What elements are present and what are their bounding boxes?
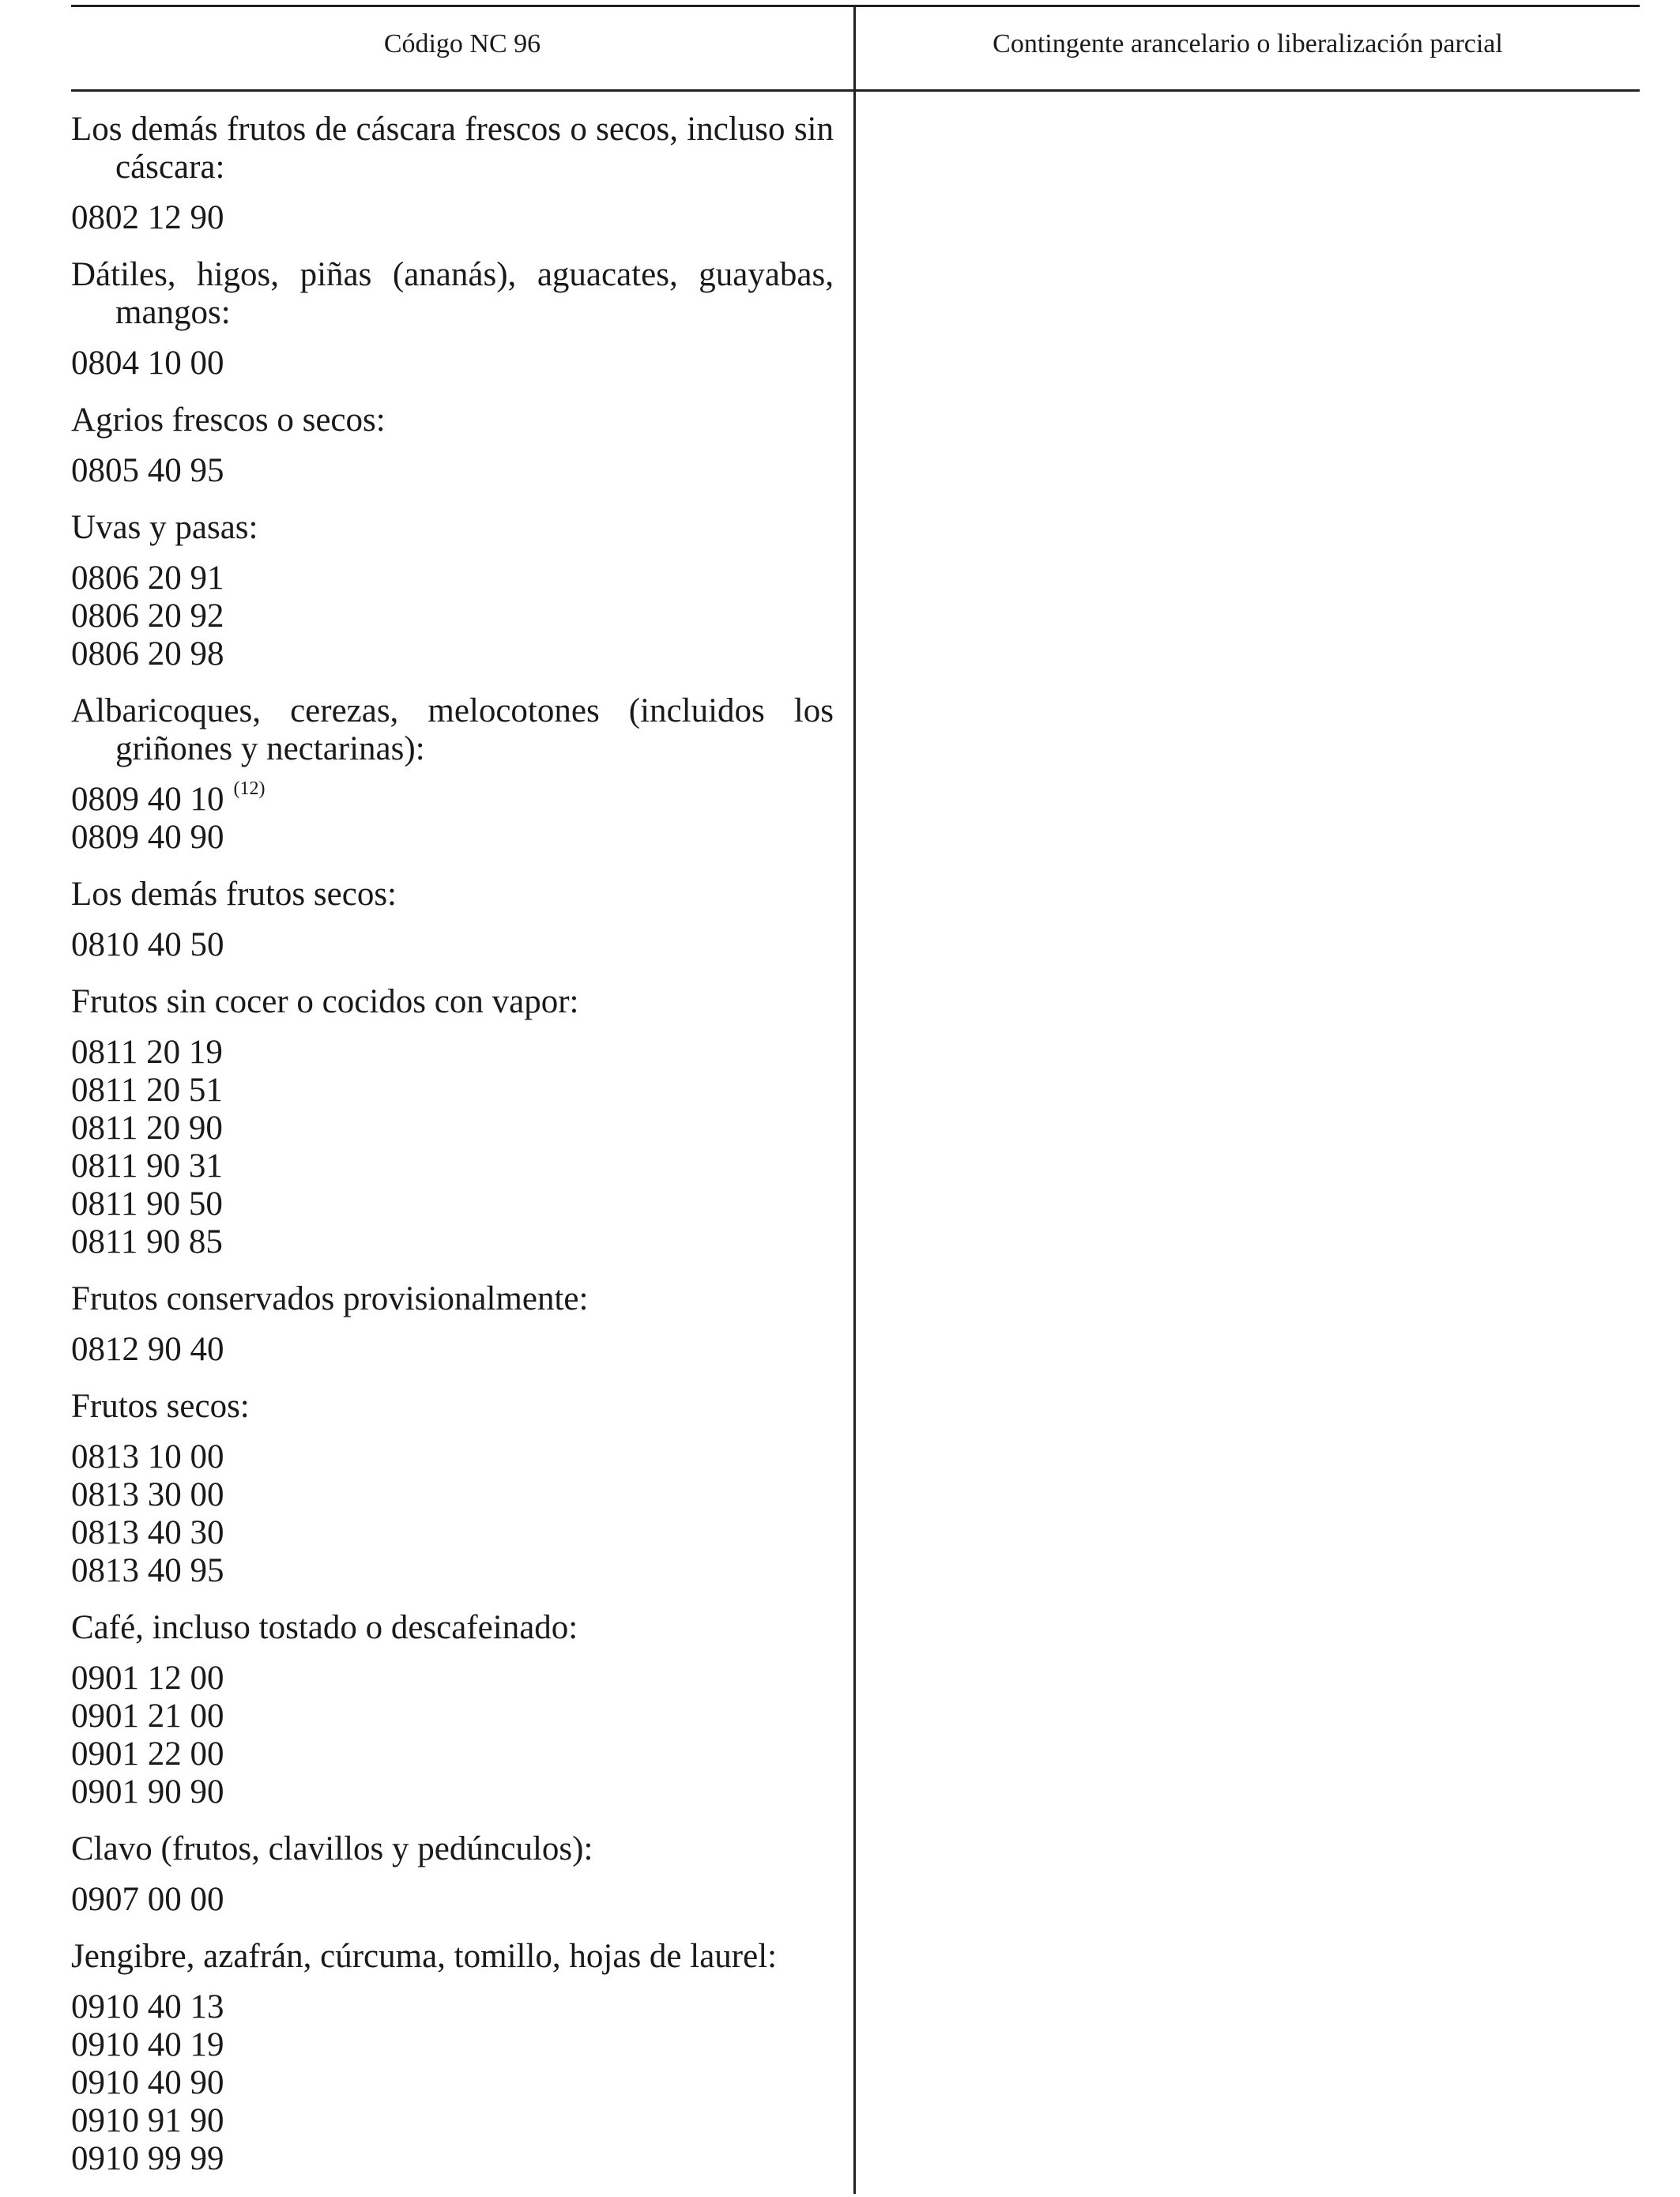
cn-code-row <box>71 1988 834 2026</box>
group-heading: Agrios frescos o secos: <box>71 401 386 439</box>
group-heading: Café, incluso tostado o descafeinado: <box>71 1609 578 1646</box>
group-heading: Albaricoques, cerezas, melocotones (incluidos los griñones y nectarinas): <box>71 692 834 767</box>
code-group <box>71 983 834 1261</box>
cn-code-row <box>71 2140 834 2178</box>
cn-code-row <box>71 1698 834 1735</box>
cn-code-row <box>71 597 834 635</box>
cn-code-row <box>71 1735 834 1773</box>
cn-code: 0811 90 31 <box>71 1147 223 1185</box>
cn-code: 0806 20 98 <box>71 635 224 673</box>
cn-code: 0813 40 95 <box>71 1552 224 1589</box>
cn-code: 0811 90 50 <box>71 1185 223 1223</box>
code-column <box>71 111 834 2197</box>
group-heading: Frutos secos: <box>71 1388 250 1425</box>
cn-code: 0810 40 50 <box>71 926 224 963</box>
cn-code: 0910 40 13 <box>71 1988 224 2026</box>
column-header-quota: Contingente arancelario o liberalización parcial <box>993 29 1503 58</box>
cn-code: 0812 90 40 <box>71 1331 224 1368</box>
cn-code-row <box>71 1773 834 1811</box>
cn-code: 0805 40 95 <box>71 452 224 489</box>
cn-code-row <box>71 1147 834 1185</box>
cn-code-row <box>71 199 834 237</box>
cn-code: 0806 20 92 <box>71 597 224 635</box>
group-heading: Los demás frutos secos: <box>71 876 397 913</box>
cn-code: 0910 40 90 <box>71 2064 224 2101</box>
column-header-code: Código NC 96 <box>383 29 541 58</box>
code-group <box>71 401 834 490</box>
cn-code: 0901 12 00 <box>71 1660 224 1697</box>
cn-code-row <box>71 2102 834 2140</box>
cn-code-row <box>71 345 834 382</box>
cn-code-row <box>71 1660 834 1698</box>
cn-code-row <box>71 926 834 964</box>
cn-code-row <box>71 1438 834 1476</box>
cn-code: 0811 20 90 <box>71 1110 223 1147</box>
cn-code: 0910 99 99 <box>71 2140 224 2177</box>
code-group <box>71 256 834 382</box>
cn-code: 0910 40 19 <box>71 2026 224 2063</box>
cn-code: 0811 20 51 <box>71 1072 223 1109</box>
cn-code: 0901 22 00 <box>71 1735 224 1773</box>
cn-code-row <box>71 635 834 673</box>
code-group <box>71 1280 834 1369</box>
code-group <box>71 1609 834 1811</box>
group-heading: Frutos sin cocer o cocidos con vapor: <box>71 983 579 1020</box>
code-group <box>71 1938 834 2178</box>
code-group <box>71 509 834 673</box>
code-group <box>71 1388 834 1590</box>
code-group <box>71 1830 834 1919</box>
cn-code: 0901 90 90 <box>71 1773 224 1811</box>
cn-code: 0806 20 91 <box>71 560 224 597</box>
group-heading: Dátiles, higos, piñas (ananás), aguacates, guayabas, mangos: <box>71 256 834 331</box>
cn-code-row <box>71 778 834 819</box>
cn-code: 0811 20 19 <box>71 1034 223 1071</box>
code-group <box>71 692 834 857</box>
cn-code: 0813 40 30 <box>71 1514 224 1551</box>
cn-code: 0813 30 00 <box>71 1476 224 1513</box>
cn-code: 0809 40 90 <box>71 819 224 856</box>
cn-code-row <box>71 1072 834 1110</box>
cn-code-row <box>71 1476 834 1514</box>
cn-code-row <box>71 1185 834 1223</box>
code-group <box>71 876 834 964</box>
code-group <box>71 111 834 237</box>
cn-code-row <box>71 1110 834 1147</box>
footnote-ref: (12) <box>233 778 266 799</box>
cn-code: 0802 12 90 <box>71 199 224 236</box>
group-heading: Clavo (frutos, clavillos y pedúnculos): <box>71 1830 593 1867</box>
cn-code: 0813 10 00 <box>71 1438 224 1475</box>
cn-code-row <box>71 819 834 857</box>
cn-code: 0901 21 00 <box>71 1698 224 1735</box>
group-heading: Jengibre, azafrán, cúrcuma, tomillo, hojas de laurel: <box>71 1938 778 1975</box>
column-divider <box>853 5 856 2194</box>
cn-code: 0809 40 10 <box>71 781 224 818</box>
cn-code-row <box>71 1331 834 1369</box>
cn-code-row <box>71 2064 834 2102</box>
cn-code-row <box>71 1881 834 1919</box>
group-heading: Frutos conservados provisionalmente: <box>71 1280 589 1317</box>
cn-code-row <box>71 452 834 490</box>
cn-code-row <box>71 2026 834 2064</box>
cn-code-row <box>71 1514 834 1552</box>
cn-code: 0804 10 00 <box>71 345 224 382</box>
cn-code-row <box>71 1034 834 1072</box>
cn-code: 0910 91 90 <box>71 2102 224 2139</box>
cn-code-row <box>71 1223 834 1261</box>
group-heading: Los demás frutos de cáscara frescos o secos, incluso sin cáscara: <box>71 111 834 186</box>
cn-code: 0811 90 85 <box>71 1223 223 1261</box>
cn-code-row <box>71 560 834 597</box>
group-heading: Uvas y pasas: <box>71 509 258 546</box>
cn-code: 0907 00 00 <box>71 1881 224 1918</box>
cn-code-row <box>71 1552 834 1590</box>
code-groups <box>71 111 834 2178</box>
